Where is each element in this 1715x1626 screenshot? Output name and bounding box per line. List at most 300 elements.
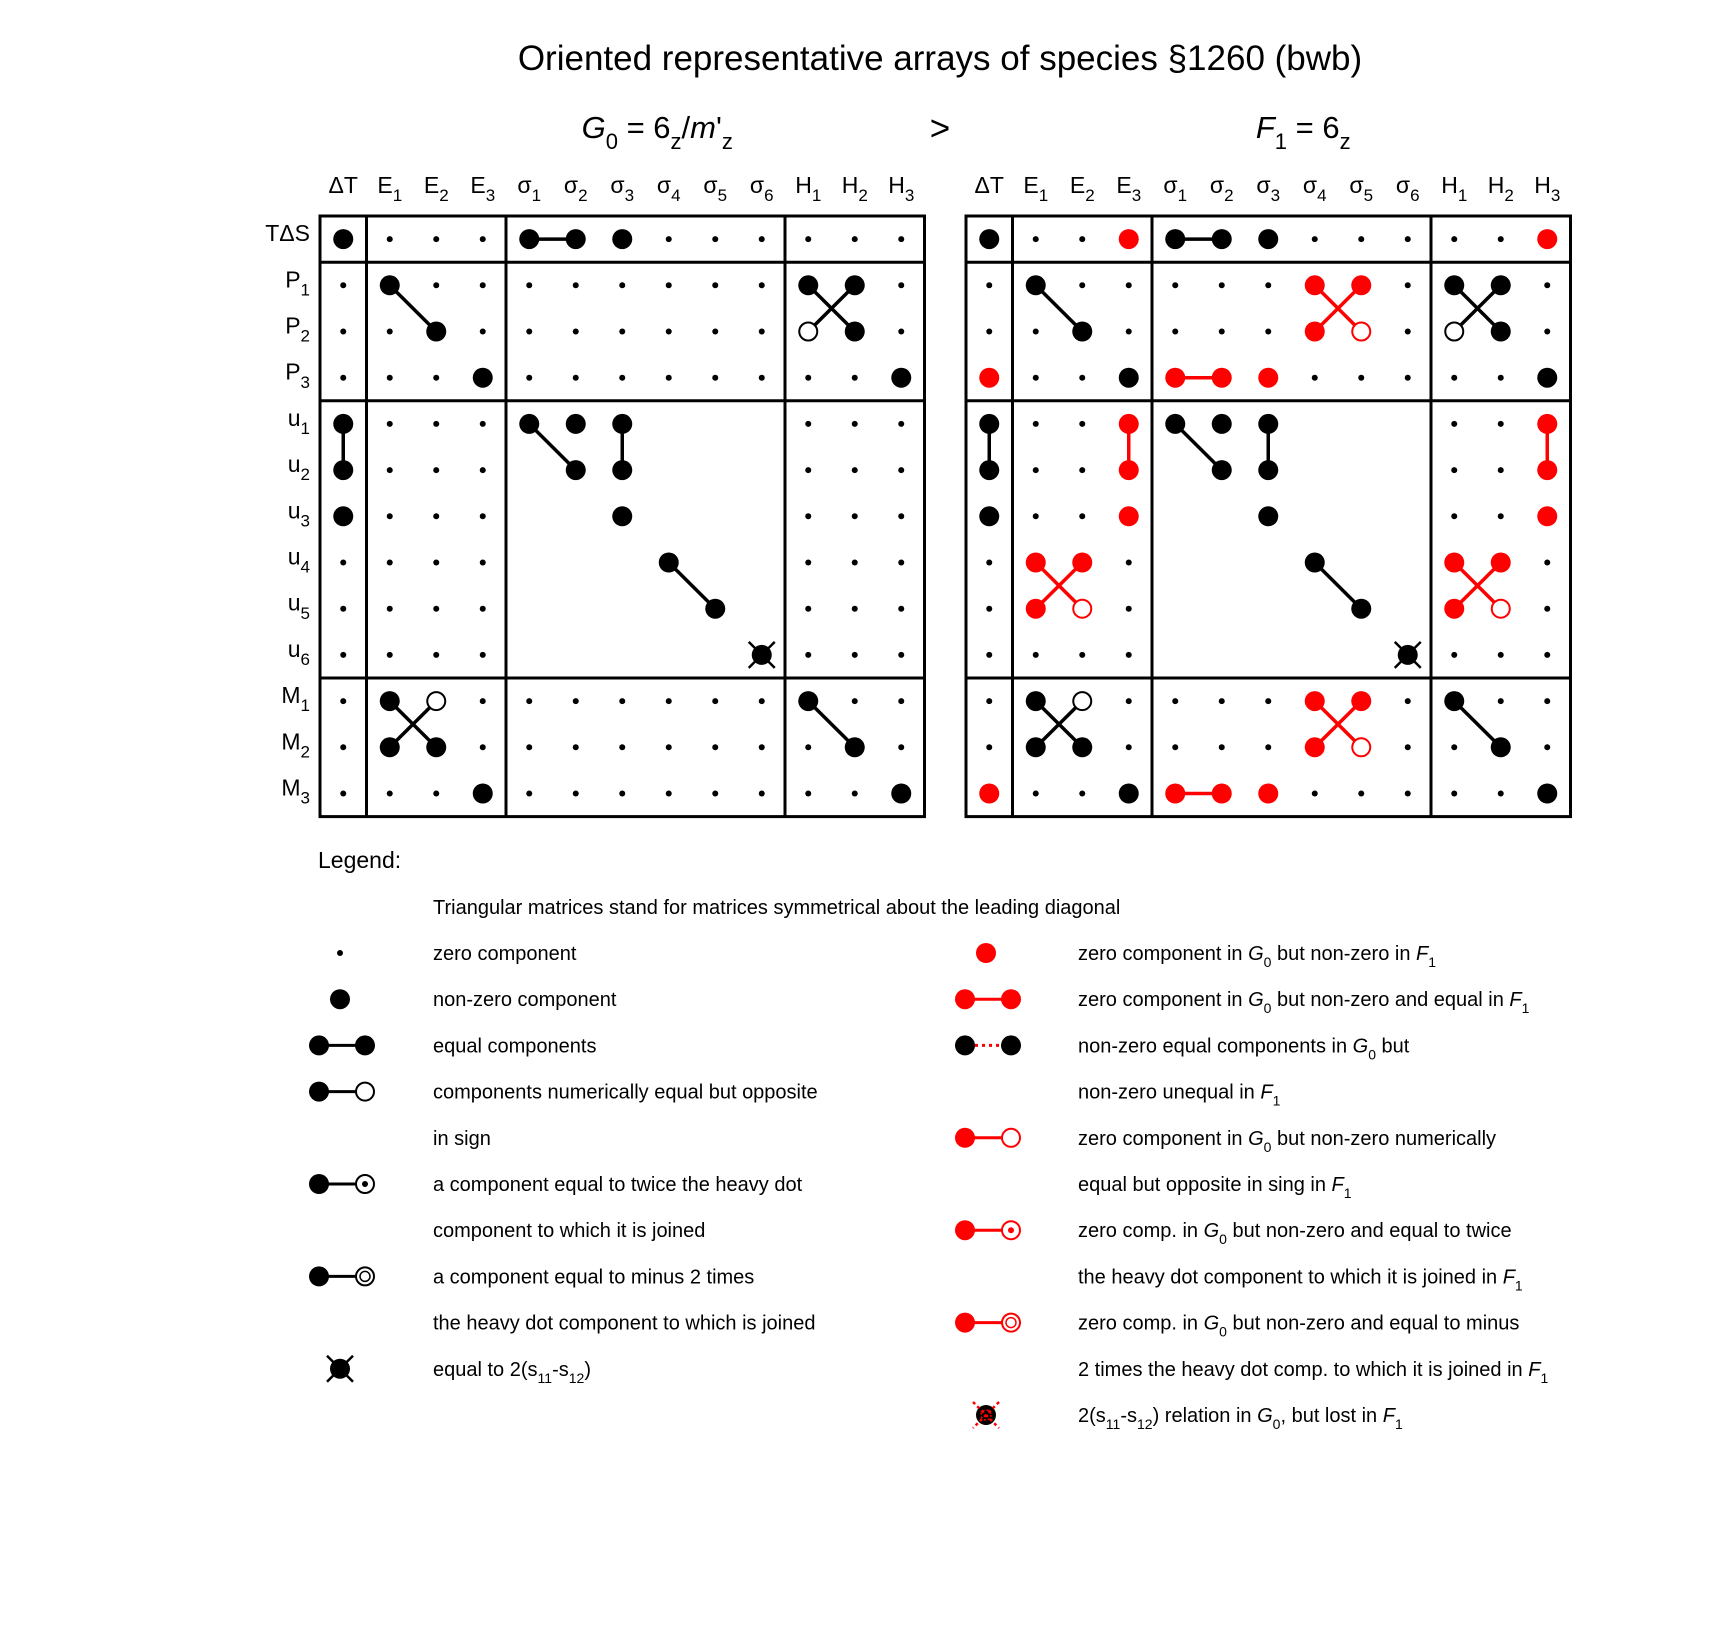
zero-component [480,421,486,427]
column-header-H3-part: H [1534,172,1551,198]
nonzero-component [566,414,586,434]
row-label-u4-part: u [287,543,301,570]
zero-component [340,375,346,381]
row-label-u2-part: 2 [300,465,310,485]
zero-component [1079,513,1085,519]
nonzero-component [1351,691,1371,711]
legend-text-part: but non-zero numerically [1271,1127,1497,1150]
row-label-u3-part: u [287,497,301,524]
legend-text-part: but non-zero in [1271,943,1416,965]
nonzero-component [1119,506,1139,526]
nonzero-component [1305,691,1325,711]
legend-dot [955,989,975,1009]
nonzero-component [1537,460,1557,480]
nonzero-component [891,784,911,804]
zero-component [852,652,858,658]
zero-component [526,282,532,288]
zero-component [573,698,579,704]
legend-text-part: G [1203,1312,1220,1335]
legend-text-part: a component equal to twice the heavy dot [433,1174,803,1196]
zero-component [480,698,486,704]
zero-component [1172,329,1178,335]
nonzero-component [979,460,999,480]
column-header-E1-part: E [1023,172,1039,198]
legend-text-part: but non-zero and equal to twice [1226,1220,1512,1243]
legend-text-part: 1 [1272,1092,1281,1109]
legend-text-part: ) relation in [1152,1405,1258,1427]
legend-text-part: F [1528,1358,1541,1381]
opposite-sign-component [1073,600,1091,618]
row-label-u2 [288,451,310,484]
zero-component [898,467,904,473]
row-label-M2-part: 2 [300,742,310,762]
legend-text-part: 0 [1263,1138,1272,1155]
zero-component [1079,791,1085,797]
legend-text [433,1359,591,1386]
zero-component [1079,652,1085,658]
zero-component [1405,282,1411,288]
column-header-H2-part: 2 [858,186,868,206]
row-label-u6-part: 6 [300,649,310,669]
zero-component [480,329,486,335]
zero-component [1498,467,1504,473]
column-header-s3 [1256,172,1280,205]
legend-open-dot [1002,1314,1020,1332]
legend-text-part: 0 [1219,1323,1227,1340]
zero-component [340,282,346,288]
zero-component [387,652,393,658]
zero-component [480,652,486,658]
nonzero-component [1119,414,1139,434]
row-label-u5-part: 5 [300,603,310,623]
zero-component [1079,282,1085,288]
zero-component [387,421,393,427]
legend-text-part: 11 [537,1369,553,1386]
zero-component [1544,698,1550,704]
nonzero-component [566,229,586,249]
zero-component [340,606,346,612]
column-header-s1-part: 1 [531,186,542,206]
legend-text [433,989,617,1011]
zero-component [852,375,858,381]
opposite-sign-component [1445,323,1463,341]
column-header-s6-part: 6 [764,186,774,206]
zero-component [340,791,346,797]
zero-component [573,744,579,750]
zero-component [1265,329,1271,335]
legend-text-part: F [1502,1266,1515,1289]
zero-component [805,791,811,797]
column-header-E1 [1023,172,1048,205]
row-label-u3 [288,497,310,530]
column-header-s6-part: σ [749,172,765,198]
nonzero-component [1026,737,1046,757]
zero-component [387,467,393,473]
column-header-s6-part: σ [1395,172,1411,198]
nonzero-component [979,368,999,388]
nonzero-component [1119,460,1139,480]
zero-component [1033,513,1039,519]
column-header-E3 [470,172,495,205]
column-header-H2-part: H [1487,172,1505,198]
zero-component [433,791,439,797]
column-header-s2-part: 2 [1224,186,1234,206]
column-header-s5-part: 5 [1363,186,1374,206]
column-header-E2-part: 2 [1085,186,1095,206]
row-label-u1-part: u [287,404,301,431]
zero-component [340,698,346,704]
zero-component [712,698,718,704]
row-label-M2-part: M [281,728,301,755]
zero-component [1126,329,1132,335]
opposite-sign-component [427,692,445,710]
column-header-s2-part: σ [563,172,579,198]
legend-text-part: a component equal to minus 2 times [433,1266,755,1289]
zero-component [986,606,992,612]
zero-component [759,282,765,288]
column-header-s5 [1349,172,1373,205]
matrix-title-part: 0 [605,128,618,154]
column-header-H3 [888,172,914,205]
matrix-title-part: = 6 [1287,110,1340,145]
column-header-s5-part: σ [703,172,718,198]
heavy-dot-icon [330,989,350,1009]
zero-component [898,560,904,566]
legend-center-dot [362,1181,368,1187]
nonzero-component [1444,553,1464,573]
matrix-title-part: / [681,110,691,145]
zero-component [852,421,858,427]
nonzero-component [566,460,586,480]
legend-text-part: non-zero unequal in [1078,1081,1261,1104]
zero-component [1405,329,1411,335]
zero-component [1312,791,1318,797]
legend-text-part: equal but opposite in sing in [1078,1174,1332,1196]
legend-text-part: G [1248,989,1264,1012]
legend-item [309,1266,815,1334]
zero-component [1126,698,1132,704]
nonzero-component [1537,368,1557,388]
nonzero-component [1351,275,1371,295]
zero-component [986,282,992,288]
column-header-E1-part: 1 [1038,186,1049,206]
row-label-P3-part: P [285,358,301,385]
nonzero-component [1537,506,1557,526]
zero-component [1451,652,1457,658]
matrix-title-part: 1 [1274,128,1288,154]
zero-component [526,329,532,335]
zero-component [1265,744,1271,750]
row-label-TdS [265,220,310,246]
column-header-s1-part: σ [1163,172,1178,198]
zero-component [1405,698,1411,704]
zero-component [1451,744,1457,750]
zero-component [1265,698,1271,704]
zero-component [898,652,904,658]
matrix-F1 [966,110,1571,817]
zero-component [805,652,811,658]
zero-component [1358,236,1364,242]
row-label-P3 [285,359,310,392]
nonzero-component [1444,599,1464,619]
legend-text-part: 0 [1219,1231,1227,1248]
zero-component [340,560,346,566]
nonzero-component [1305,275,1325,295]
nonzero-component [1305,322,1325,342]
column-header-E3 [1116,172,1141,205]
zero-component [480,513,486,519]
legend-text-part: 1 [1343,1185,1352,1201]
column-header-s6-part: 6 [1410,186,1420,206]
nonzero-component [333,229,353,249]
zero-component [1405,236,1411,242]
row-label-u6 [288,636,310,669]
legend-text [1078,1035,1410,1062]
zero-component [852,513,858,519]
legend-text-part: equal components [433,1035,597,1058]
zero-component [1451,467,1457,473]
column-header-E3-part: 3 [485,186,496,206]
zero-component [1544,606,1550,612]
legend-text-part: 1 [1514,1277,1523,1294]
zero-component [759,329,765,335]
zero-component [387,329,393,335]
column-header-s4 [1303,172,1327,205]
zero-component [805,744,811,750]
nonzero-component [426,737,446,757]
nonzero-component [612,414,632,434]
legend-item [973,1402,1403,1432]
zero-component [898,282,904,288]
column-header-dT [329,172,358,198]
zero-component [573,282,579,288]
legend-dot [955,1313,975,1333]
legend-dot [955,1128,975,1148]
zero-component [480,744,486,750]
column-header-s1 [1163,172,1187,205]
legend-text [433,1313,815,1335]
legend-text-part: component to which it is joined [433,1220,706,1243]
row-label-P1 [285,266,310,299]
nonzero-component [845,737,865,757]
zero-component [805,236,811,242]
column-header-s1 [517,172,541,205]
zero-component [852,698,858,704]
zero-component [712,744,718,750]
zero-component [898,513,904,519]
legend-text-part: 1 [1428,954,1437,970]
nonzero-component [1444,275,1464,295]
legend-text [433,1266,754,1288]
row-label-u6-part: u [287,635,301,662]
nonzero-component [333,414,353,434]
zero-component [1126,744,1132,750]
legend-heading: Legend: [318,847,402,873]
matrix-title-part: m [690,110,716,145]
nonzero-component [380,737,400,757]
zero-component [1498,698,1504,704]
column-header-H1-part: 1 [811,186,822,206]
zero-component [1079,421,1085,427]
zero-component [1358,791,1364,797]
zero-component [1451,421,1457,427]
row-label-TdS-part: TΔS [265,220,310,247]
row-label-u1-part: 1 [300,418,310,438]
zero-component [1172,744,1178,750]
nonzero-component [1491,275,1511,295]
zero-component [805,467,811,473]
zero-component [433,467,439,473]
zero-component [759,698,765,704]
column-header-dT-part: ΔT [974,172,1004,198]
column-header-s4 [657,172,681,205]
nonzero-component [891,368,911,388]
legend-item [955,1313,1548,1386]
nonzero-component [1165,414,1185,434]
zero-component [1219,329,1225,335]
zero-component [898,606,904,612]
column-header-s5-part: 5 [717,186,728,206]
legend-dot [355,1035,375,1055]
column-header-s3 [610,172,634,205]
column-header-s6 [750,172,774,205]
zero-component [619,791,625,797]
legend-text-part: zero comp. in [1078,1220,1204,1243]
zero-component [852,236,858,242]
legend-open-dot [1002,1129,1020,1147]
opposite-sign-component [1492,600,1510,618]
zero-component [526,698,532,704]
zero-component [898,698,904,704]
nonzero-component [380,275,400,295]
zero-component [1172,698,1178,704]
column-header-s1-part: σ [517,172,532,198]
legend-text-part: 2 times the heavy dot comp. to which it is joined in [1078,1358,1529,1381]
nonzero-component [426,322,446,342]
zero-component [1079,467,1085,473]
zero-component [1033,236,1039,242]
matrix-title-part: z [670,128,682,154]
column-header-dT [975,172,1004,198]
legend-text [1078,1082,1281,1109]
zero-component [433,652,439,658]
zero-component [340,329,346,335]
legend-open-dot [356,1083,374,1101]
zero-component [712,329,718,335]
zero-component [1405,791,1411,797]
column-header-E1-part: E [377,172,393,198]
zero-component [1219,282,1225,288]
row-label-M3 [281,775,310,808]
nonzero-component [798,691,818,711]
zero-component [1544,652,1550,658]
zero-component [1544,329,1550,335]
zero-component [480,606,486,612]
nonzero-component [1119,229,1139,249]
legend-text [433,1220,705,1242]
zero-component [1498,791,1504,797]
zero-component [666,329,672,335]
legend-text-part: in sign [433,1127,491,1150]
zero-component [1033,421,1039,427]
nonzero-component [979,506,999,526]
matrix-title-part: ' [715,110,722,145]
zero-component [666,698,672,704]
column-header-H1-part: 1 [1457,186,1468,206]
zero-component [1079,236,1085,242]
legend-text-part: but non-zero and equal in [1271,989,1510,1012]
legend-text [1078,1128,1496,1155]
nonzero-component [1491,322,1511,342]
legend-text [1078,1313,1519,1340]
row-label-P2-part: P [285,312,301,339]
zero-component [387,791,393,797]
zero-component [1126,560,1132,566]
column-header-H2 [1488,172,1514,205]
nonzero-component [1444,691,1464,711]
zero-component [759,236,765,242]
row-label-M2 [281,728,310,761]
column-header-H1 [1441,172,1467,205]
legend-text-part: G [1257,1405,1273,1427]
legend-dot [1001,989,1021,1009]
zero-component [1312,236,1318,242]
zero-component [852,560,858,566]
matrices [265,110,1570,817]
zero-component [805,560,811,566]
zero-component [1219,698,1225,704]
zero-component [526,791,532,797]
legend-item [955,1220,1523,1293]
zero-component [1451,236,1457,242]
legend-text-part: G [1248,1127,1264,1150]
zero-component [986,560,992,566]
column-header-H1-part: H [795,172,812,198]
legend-text-part: 2(s [1078,1405,1106,1427]
nonzero-component [519,229,539,249]
nonzero-component [1258,460,1278,480]
row-label-M3-part: M [281,774,301,801]
legend-text-part: F [1382,1405,1395,1427]
legend-open-dot [356,1267,374,1285]
legend-dot [309,1266,329,1286]
matrix-title [582,110,733,154]
legend-text-part: 0 [1263,1000,1272,1017]
legend-text [433,1174,803,1196]
legend-text-part: -s [1120,1405,1138,1427]
nonzero-component [333,506,353,526]
column-header-s4-part: σ [656,172,672,198]
legend-text-part: 0 [1263,954,1272,970]
legend-item [337,943,577,965]
zero-component [480,236,486,242]
zero-component [480,282,486,288]
zero-component [619,744,625,750]
zero-component [898,236,904,242]
zero-component [666,375,672,381]
zero-component [805,606,811,612]
matrix-title-part: G [581,110,606,145]
legend-text-part: G [1352,1035,1369,1058]
nonzero-component [1258,368,1278,388]
column-header-s5 [703,172,727,205]
legend-text-part: ) [584,1358,591,1381]
zero-component [986,698,992,704]
legend-dot [309,1082,329,1102]
nonzero-component [1119,784,1139,804]
column-header-H1 [795,172,821,205]
legend-dot [309,1035,329,1055]
